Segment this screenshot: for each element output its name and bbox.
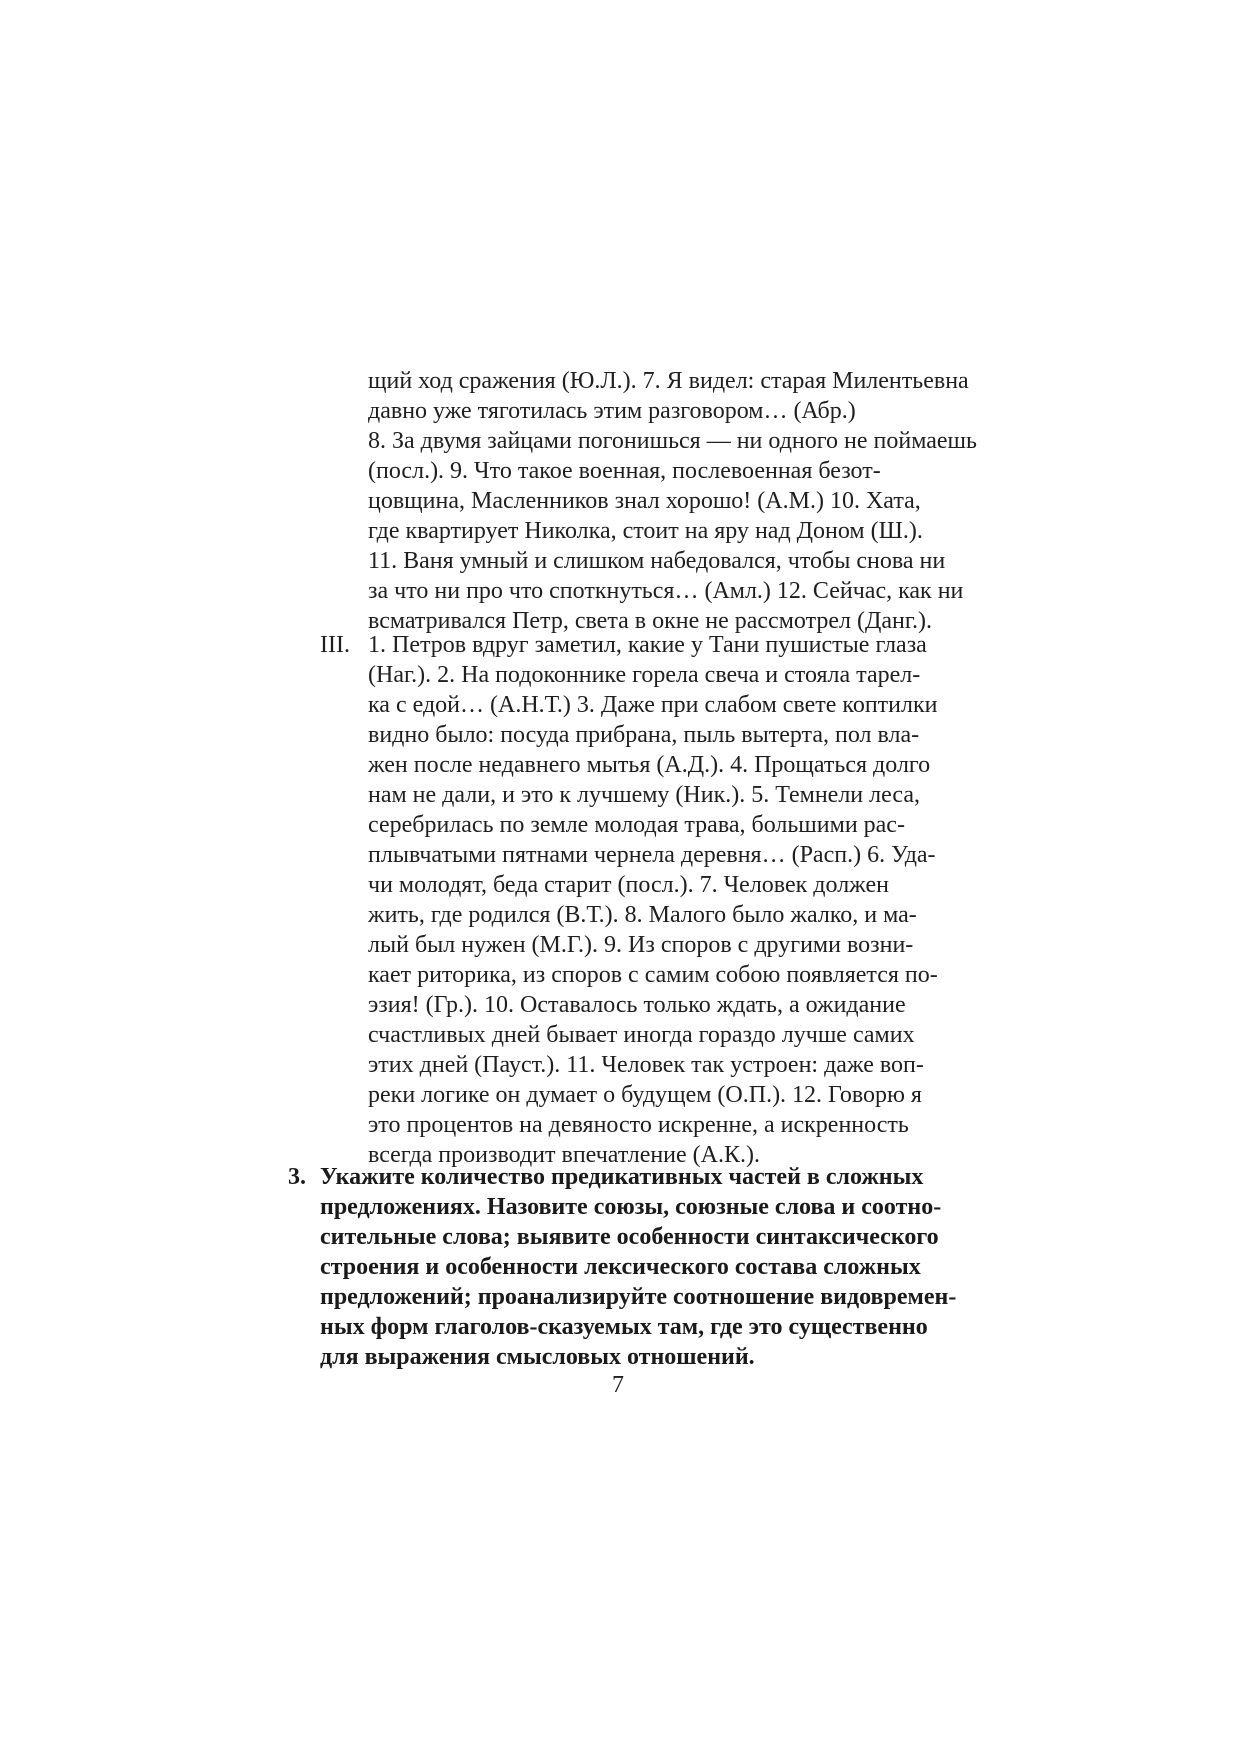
text-line: эзия! (Гр.). 10. Оставалось только ждать, а ожидание (368, 992, 906, 1018)
text-line: ных форм глаголов-сказуемых там, где это существенно (320, 1314, 928, 1340)
text-line: плывчатыми пятнами чернела деревня… (Расп.) 6. Уда- (368, 842, 936, 868)
text-line: предложениях. Назовите союзы, союзные слова и соотно- (320, 1194, 942, 1220)
text-line: строения и особенности лексического состава сложных (320, 1254, 921, 1280)
text-line: Укажите количество предикативных частей в сложных (320, 1164, 924, 1190)
text-line: этих дней (Пауст.). 11. Человек так устроен: даже воп- (368, 1052, 924, 1078)
text-line: 1. Петров вдруг заметил, какие у Тани пушистые глаза (368, 632, 927, 658)
text-line: счастливых дней бывает иногда гораздо лучше самих (368, 1022, 915, 1048)
text-line: (посл.). 9. Что такое военная, послевоенная безот- (368, 458, 881, 484)
section-iii-body (368, 630, 958, 1170)
text-line: (Наг.). 2. На подоконнике горела свеча и стояла тарел- (368, 662, 921, 688)
text-line: это процентов на девяносто искренне, а искренность (368, 1112, 909, 1138)
text-line: где квартирует Николка, стоит на яру над Доном (Ш.). (368, 518, 923, 544)
text-line: ка с едой… (А.Н.Т.) 3. Даже при слабом свете коптилки (368, 692, 938, 718)
text-line: цовщина, Масленников знал хорошо! (А.М.) 10. Хата, (368, 488, 921, 514)
text-line: чи молодят, беда старит (посл.). 7. Человек должен (368, 872, 889, 898)
text-line: жен после недавнего мытья (А.Д.). 4. Прощаться долго (368, 752, 931, 778)
text-line: сительные слова; выявите особенности синтаксического (320, 1224, 939, 1250)
text-line: всматривался Петр, света в окне не рассмотрел (Данг.). (368, 608, 932, 634)
text-line: предложений; проанализируйте соотношение видовремен- (320, 1284, 957, 1310)
text-line: давно уже тяготилась этим разговором… (Абр.) (368, 398, 856, 424)
text-line: всегда производит впечатление (А.К.). (368, 1142, 761, 1168)
section-ii-continuation (368, 366, 977, 636)
text-line: за что ни про что споткнуться… (Амл.) 12. Сейчас, как ни (368, 578, 964, 604)
text-line: нам не дали, и это к лучшему (Ник.). 5. Темнели леса, (368, 782, 920, 808)
text-line: 8. За двумя зайцами погонишься — ни одного не поймаешь (368, 428, 977, 454)
section-iii-label: III. (320, 632, 350, 658)
text-line: щий ход сражения (Ю.Л.). 7. Я видел: старая Милентьевна (368, 368, 969, 394)
text-line: жить, где родился (В.Т.). 8. Малого было жалко, и ма- (368, 902, 917, 928)
page-number: 7 (612, 1372, 624, 1398)
task-3-instructions (320, 1162, 960, 1372)
text-line: кает риторика, из споров с самим собою появляется по- (368, 962, 938, 988)
text-line: 11. Ваня умный и слишком набедовался, чтобы снова ни (368, 548, 946, 574)
task-number: 3. (288, 1164, 306, 1190)
text-line: серебрилась по земле молодая трава, большими рас- (368, 812, 905, 838)
text-line: видно было: посуда прибрана, пыль вытерта, пол вла- (368, 722, 920, 748)
text-line: реки логике он думает о будущем (О.П.). 12. Говорю я (368, 1082, 922, 1108)
text-line: лый был нужен (М.Г.). 9. Из споров с другими возни- (368, 932, 914, 958)
text-line: для выражения смысловых отношений. (320, 1344, 755, 1370)
